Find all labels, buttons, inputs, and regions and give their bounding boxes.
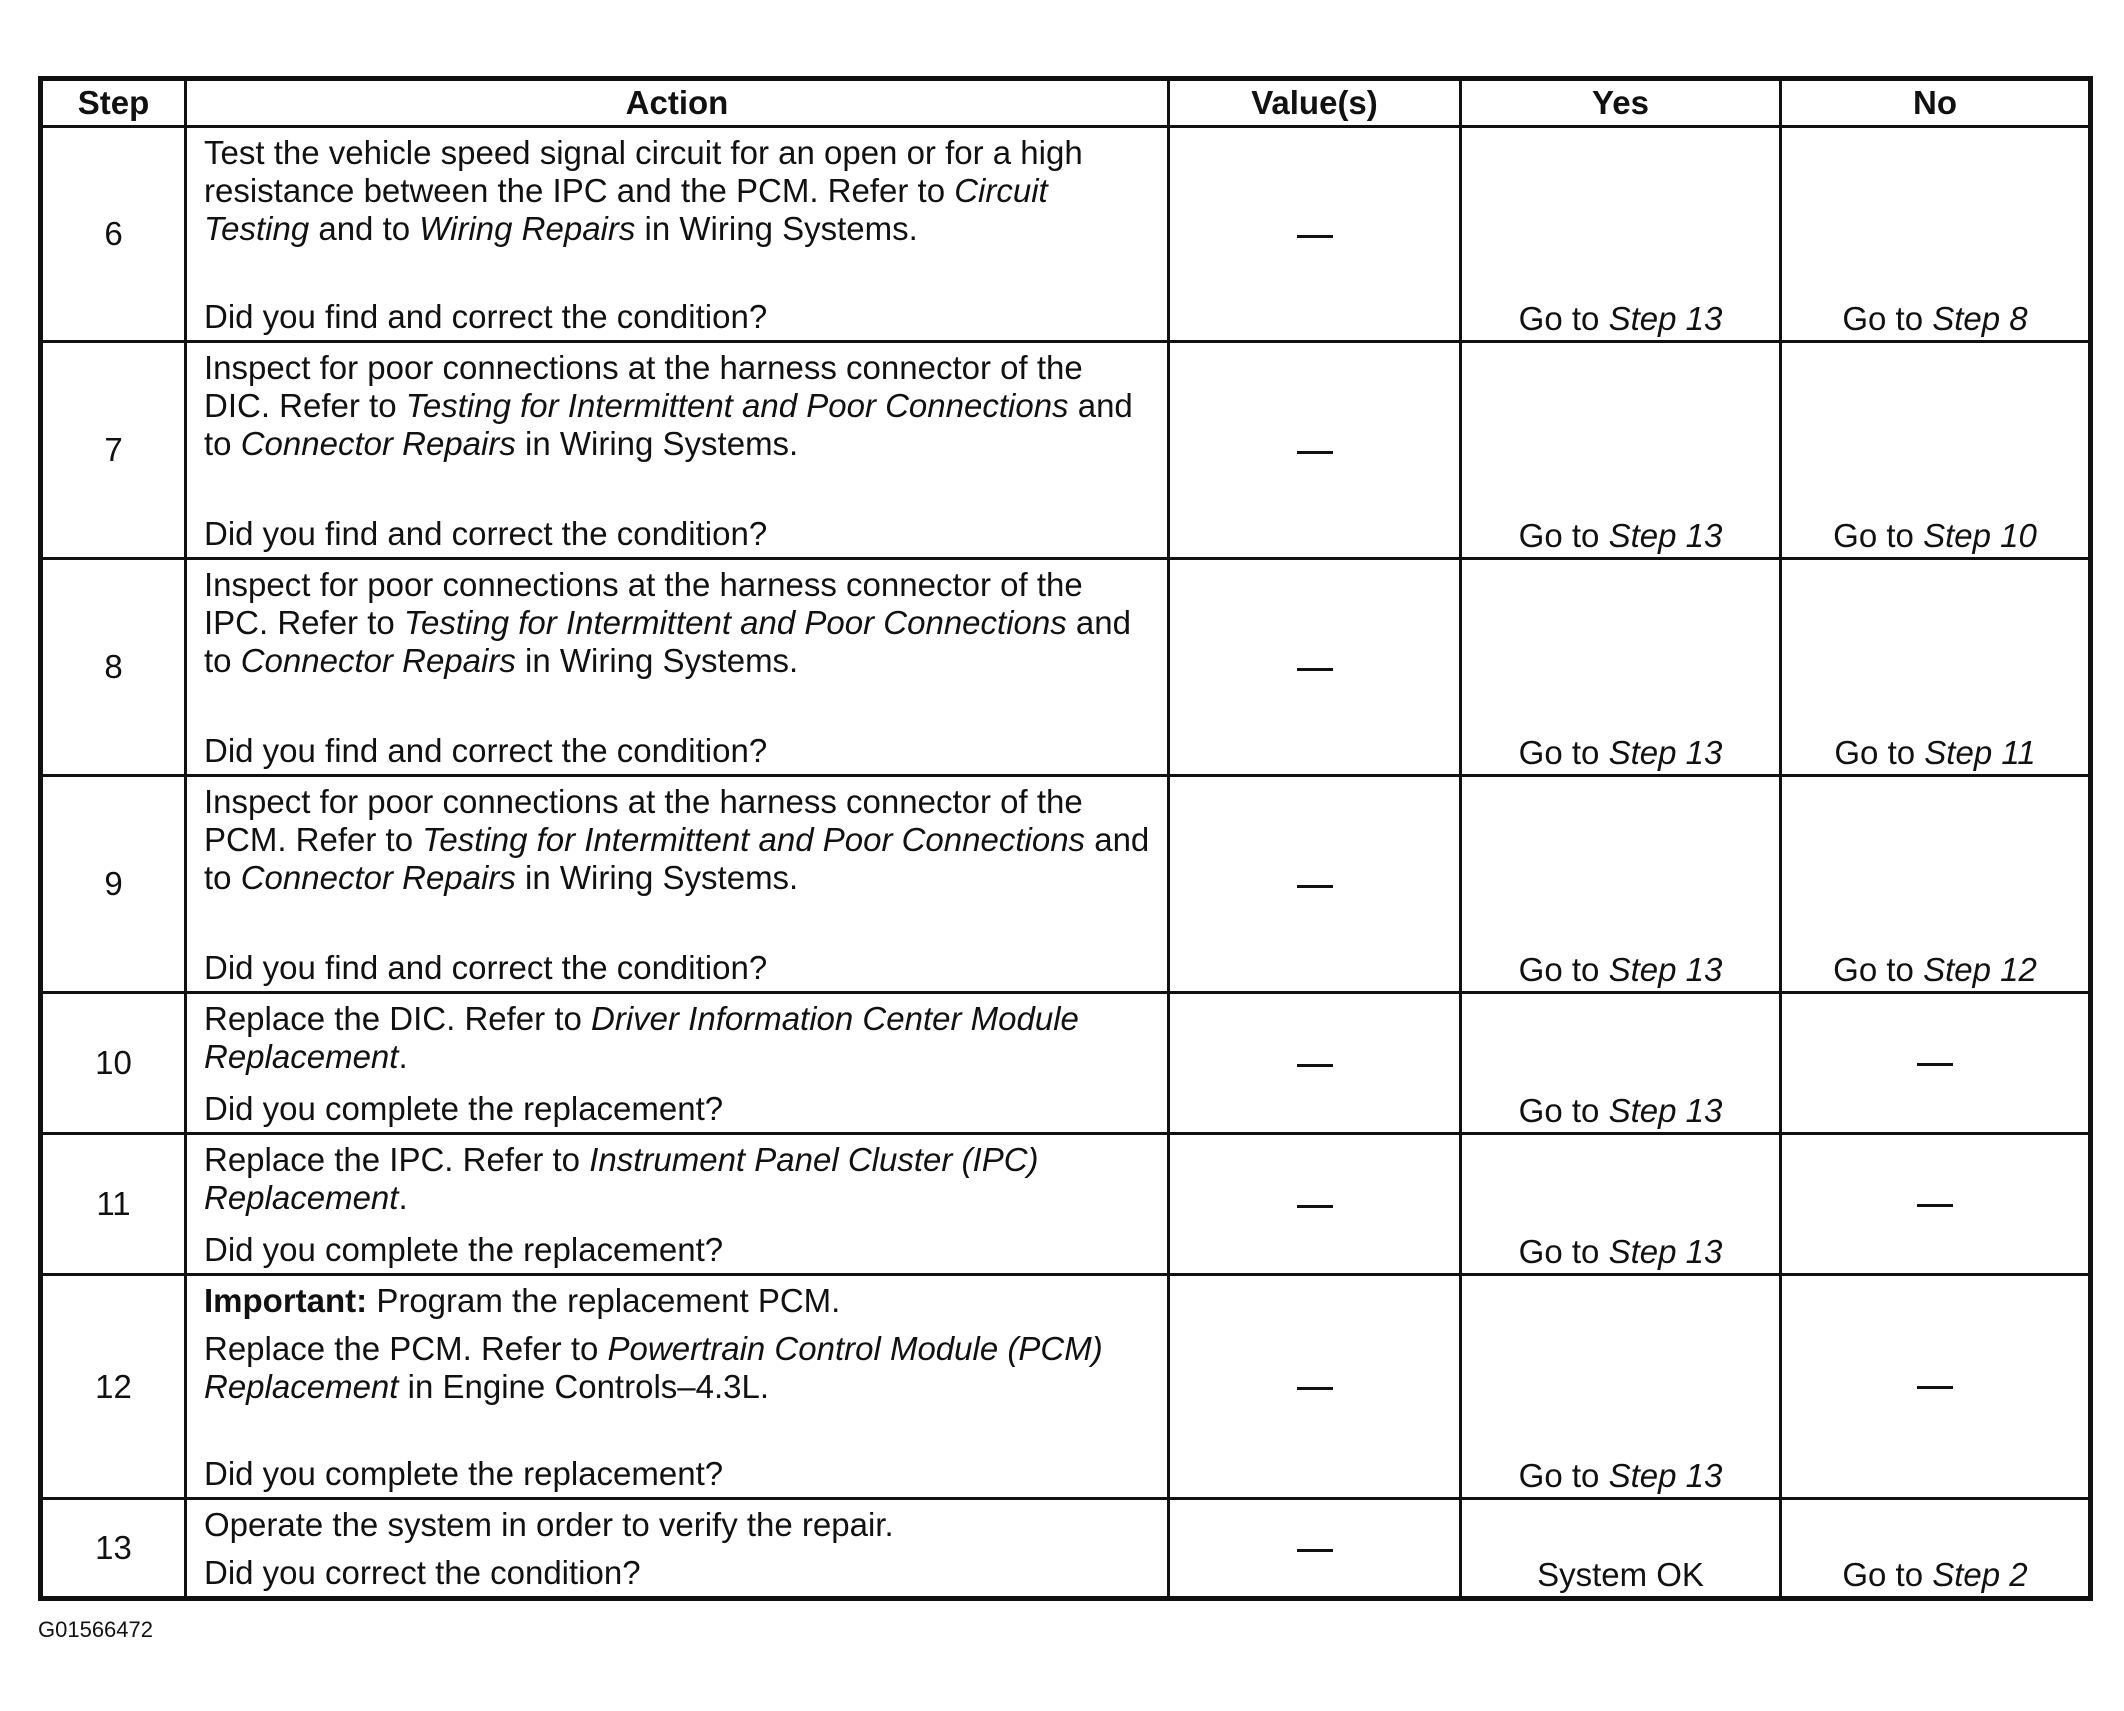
value-cell bbox=[1169, 559, 1461, 776]
instruction-text bbox=[204, 1330, 1153, 1406]
value-cell bbox=[1169, 342, 1461, 559]
text-run: Program the replacement PCM. bbox=[367, 1282, 841, 1319]
yes-cell bbox=[1461, 559, 1781, 776]
header-values: Value(s) bbox=[1169, 79, 1461, 127]
no-cell bbox=[1781, 1134, 2091, 1275]
step-number: 7 bbox=[41, 342, 186, 559]
value-cell bbox=[1169, 127, 1461, 342]
reference-link-text: Instrument Panel Cluster (IPC) Replacement bbox=[204, 1141, 1039, 1216]
text-run: Replace the IPC. Refer to bbox=[204, 1141, 590, 1178]
text-run: Did you complete the replacement? bbox=[204, 1455, 724, 1492]
question-text bbox=[204, 515, 1153, 553]
reference-link-text: Step 13 bbox=[1608, 517, 1723, 554]
instruction-text bbox=[204, 349, 1153, 463]
text-run: Did you find and correct the condition? bbox=[204, 515, 768, 552]
table-row bbox=[41, 559, 2091, 776]
step-number: 12 bbox=[41, 1275, 186, 1499]
value-cell bbox=[1169, 1275, 1461, 1499]
yes-cell bbox=[1461, 1134, 1781, 1275]
text-run: and to bbox=[204, 387, 1133, 462]
value-dash bbox=[1297, 1549, 1333, 1552]
instruction-text bbox=[204, 134, 1153, 248]
table-row bbox=[41, 342, 2091, 559]
action-content bbox=[204, 566, 1153, 770]
value-cell bbox=[1169, 993, 1461, 1134]
text-run: Go to bbox=[1518, 1457, 1609, 1494]
reference-link-text: Testing for Intermittent and Poor Connections bbox=[403, 604, 1067, 641]
instruction-text bbox=[204, 1141, 1153, 1217]
question-text bbox=[204, 298, 1153, 336]
reference-link-text: Testing for Intermittent and Poor Connections bbox=[422, 821, 1086, 858]
header-yes: Yes bbox=[1461, 79, 1781, 127]
step-number: 6 bbox=[41, 127, 186, 342]
text-run: and to bbox=[309, 210, 420, 247]
step-number: 9 bbox=[41, 776, 186, 993]
reference-link-text: Step 13 bbox=[1608, 734, 1723, 771]
no-dash bbox=[1917, 1063, 1953, 1066]
reference-link-text: Connector Repairs bbox=[240, 859, 516, 896]
action-cell bbox=[186, 127, 1169, 342]
yes-cell bbox=[1461, 1275, 1781, 1499]
action-content bbox=[204, 1141, 1153, 1269]
table-row bbox=[41, 127, 2091, 342]
instruction-text bbox=[204, 566, 1153, 680]
value-dash bbox=[1297, 451, 1333, 454]
figure-code: G01566472 bbox=[38, 1617, 153, 1642]
value-cell bbox=[1169, 1499, 1461, 1599]
no-cell bbox=[1781, 559, 2091, 776]
value-dash bbox=[1297, 1387, 1333, 1390]
reference-link-text: Powertrain Control Module (PCM) Replacement bbox=[204, 1330, 1103, 1405]
text-run: Go to bbox=[1518, 517, 1609, 554]
action-cell bbox=[186, 1499, 1169, 1599]
text-run: Replace the PCM. Refer to bbox=[204, 1330, 608, 1367]
reference-link-text: Step 13 bbox=[1608, 951, 1723, 988]
text-run: Operate the system in order to verify the repair. bbox=[204, 1506, 894, 1543]
no-dash bbox=[1917, 1386, 1953, 1389]
text-run: Go to bbox=[1518, 1233, 1609, 1270]
action-cell bbox=[186, 342, 1169, 559]
value-dash bbox=[1297, 1205, 1333, 1208]
action-content bbox=[204, 783, 1153, 987]
no-cell bbox=[1781, 127, 2091, 342]
text-run: . bbox=[398, 1179, 408, 1216]
no-dash bbox=[1917, 1204, 1953, 1207]
reference-link-text: Step 12 bbox=[1923, 951, 2037, 988]
text-run: Inspect for poor connections at the harness connector of the IPC. Refer to bbox=[204, 566, 1083, 641]
text-run: Test the vehicle speed signal circuit for an open or for a high resistance between the IPC and the PCM. Refer to bbox=[204, 134, 1083, 209]
action-content bbox=[204, 349, 1153, 553]
yes-cell bbox=[1461, 993, 1781, 1134]
bold-label: Important: bbox=[204, 1282, 368, 1319]
text-run: Go to bbox=[1518, 1092, 1609, 1129]
header-no: No bbox=[1781, 79, 2091, 127]
action-cell bbox=[186, 559, 1169, 776]
reference-link-text: Driver Information Center Module Replacement bbox=[204, 1000, 1079, 1075]
yes-cell bbox=[1461, 342, 1781, 559]
value-dash bbox=[1297, 885, 1333, 888]
text-run: Replace the DIC. Refer to bbox=[204, 1000, 592, 1037]
text-run: in Wiring Systems. bbox=[515, 425, 799, 462]
header-step: Step bbox=[41, 79, 186, 127]
step-number: 8 bbox=[41, 559, 186, 776]
header-action: Action bbox=[186, 79, 1169, 127]
text-run: in Engine Controls–4.3L. bbox=[398, 1368, 770, 1405]
text-run: in Wiring Systems. bbox=[635, 210, 918, 247]
value-cell bbox=[1169, 1134, 1461, 1275]
text-run: Go to bbox=[1842, 1556, 1933, 1593]
reference-link-text: Step 13 bbox=[1608, 300, 1723, 337]
reference-link-text: Testing for Intermittent and Poor Connections bbox=[405, 387, 1069, 424]
text-run: . bbox=[398, 1038, 408, 1075]
text-run: Go to bbox=[1833, 517, 1924, 554]
yes-cell bbox=[1461, 776, 1781, 993]
yes-cell bbox=[1461, 127, 1781, 342]
text-run: Did you complete the replacement? bbox=[204, 1090, 724, 1127]
instruction-text bbox=[204, 1282, 1153, 1320]
reference-link-text: Wiring Repairs bbox=[419, 210, 636, 247]
table-row bbox=[41, 776, 2091, 993]
no-cell bbox=[1781, 1499, 2091, 1599]
text-run: Go to bbox=[1518, 300, 1609, 337]
action-cell bbox=[186, 1134, 1169, 1275]
table-row bbox=[41, 993, 2091, 1134]
question-text bbox=[204, 949, 1153, 987]
instruction-text bbox=[204, 783, 1153, 897]
text-run: Did you find and correct the condition? bbox=[204, 298, 768, 335]
text-run: and to bbox=[204, 604, 1131, 679]
reference-link-text: Step 11 bbox=[1924, 734, 2036, 771]
question-text bbox=[204, 1090, 1153, 1128]
reference-link-text: Circuit Testing bbox=[204, 172, 1048, 247]
question-text bbox=[204, 1231, 1153, 1269]
header-row bbox=[41, 79, 2091, 127]
text-run: Did you find and correct the condition? bbox=[204, 949, 768, 986]
action-content bbox=[204, 134, 1153, 336]
table-row bbox=[41, 1134, 2091, 1275]
text-run: Go to bbox=[1833, 951, 1924, 988]
text-run: in Wiring Systems. bbox=[515, 642, 799, 679]
yes-cell bbox=[1461, 1499, 1781, 1599]
step-number: 13 bbox=[41, 1499, 186, 1599]
text-run: System OK bbox=[1537, 1556, 1704, 1593]
table-row bbox=[41, 1275, 2091, 1499]
no-cell bbox=[1781, 342, 2091, 559]
reference-link-text: Step 8 bbox=[1932, 300, 2028, 337]
text-run: Go to bbox=[1518, 951, 1609, 988]
question-text bbox=[204, 1455, 1153, 1493]
action-cell bbox=[186, 993, 1169, 1134]
step-number: 11 bbox=[41, 1134, 186, 1275]
diagnostic-procedure-table bbox=[38, 76, 2093, 1601]
text-run: Inspect for poor connections at the harness connector of the DIC. Refer to bbox=[204, 349, 1083, 424]
reference-link-text: Connector Repairs bbox=[240, 425, 516, 462]
text-run: in Wiring Systems. bbox=[515, 859, 799, 896]
text-run: Go to bbox=[1842, 300, 1933, 337]
text-run: Did you correct the condition? bbox=[204, 1554, 641, 1591]
instruction-text bbox=[204, 1000, 1153, 1076]
value-dash bbox=[1297, 235, 1333, 238]
instruction-text bbox=[204, 1506, 1153, 1544]
action-content bbox=[204, 1000, 1153, 1128]
value-cell bbox=[1169, 776, 1461, 993]
text-run: Go to bbox=[1518, 734, 1609, 771]
question-text bbox=[204, 1554, 1153, 1592]
value-dash bbox=[1297, 668, 1333, 671]
action-content bbox=[204, 1506, 1153, 1592]
action-content bbox=[204, 1282, 1153, 1493]
table-body bbox=[41, 127, 2091, 1599]
text-run: Did you complete the replacement? bbox=[204, 1231, 724, 1268]
no-cell bbox=[1781, 1275, 2091, 1499]
reference-link-text: Step 13 bbox=[1608, 1457, 1723, 1494]
reference-link-text: Connector Repairs bbox=[240, 642, 516, 679]
question-text bbox=[204, 732, 1153, 770]
reference-link-text: Step 13 bbox=[1608, 1233, 1723, 1270]
value-dash bbox=[1297, 1064, 1333, 1067]
no-cell bbox=[1781, 993, 2091, 1134]
text-run: Go to bbox=[1834, 734, 1925, 771]
action-cell bbox=[186, 1275, 1169, 1499]
action-cell bbox=[186, 776, 1169, 993]
no-cell bbox=[1781, 776, 2091, 993]
reference-link-text: Step 13 bbox=[1608, 1092, 1723, 1129]
table-row bbox=[41, 1499, 2091, 1599]
text-run: Did you find and correct the condition? bbox=[204, 732, 768, 769]
reference-link-text: Step 10 bbox=[1923, 517, 2037, 554]
text-run: Inspect for poor connections at the harness connector of the PCM. Refer to bbox=[204, 783, 1083, 858]
step-number: 10 bbox=[41, 993, 186, 1134]
reference-link-text: Step 2 bbox=[1932, 1556, 2028, 1593]
text-run: and to bbox=[204, 821, 1150, 896]
